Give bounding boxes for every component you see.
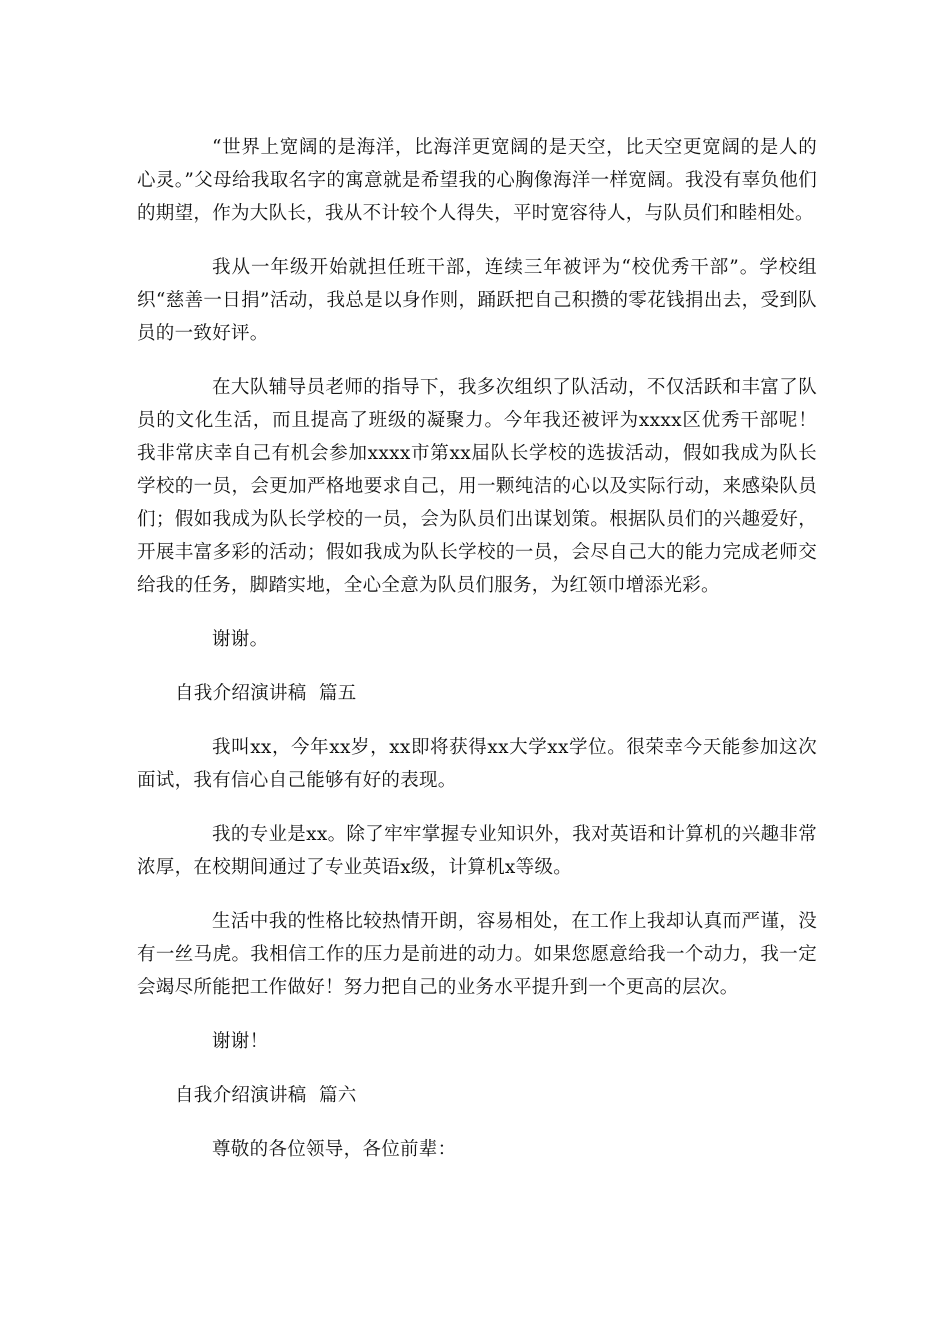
closing-thanks: 谢谢。 — [212, 629, 269, 650]
closing-thanks-exclaim: 谢谢！ — [212, 1031, 269, 1052]
salutation: 尊敬的各位领导，各位前辈： — [212, 1139, 457, 1160]
section-heading-part-six: 自我介绍演讲稿 篇六 — [175, 1085, 357, 1106]
paragraph-self-intro: 我叫xx，今年xx岁，xx即将获得xx大学xx学位。很荣幸今天能参加这次面试，我有信心自己能够有好的表现。 — [137, 737, 817, 791]
paragraph-class-cadre: 我从一年级开始就担任班干部，连续三年被评为“校优秀干部”。学校组织“慈善一日捐”活动，我总是以身作则，踊跃把自己积攒的零花钱捐出去，受到队员的一致好评。 — [137, 257, 817, 344]
paragraph-major: 我的专业是xx。除了牢牢掌握专业知识外，我对英语和计算机的兴趣非常浓厚，在校期间通过了专业英语x级，计算机x等级。 — [137, 824, 817, 878]
paragraph-personality: 生活中我的性格比较热情开朗，容易相处，在工作上我却认真而严谨，没有一丝马虎。我相信工作的压力是前进的动力。如果您愿意给我一个动力，我一定会竭尽所能把工作做好！努力把自己的业务水平提升到一个更高的层次。 — [137, 911, 817, 998]
document-body — [137, 131, 817, 1187]
section-heading-part-five: 自我介绍演讲稿 篇五 — [175, 683, 357, 704]
paragraph-open-heart: “世界上宽阔的是海洋，比海洋更宽阔的是天空，比天空更宽阔的是人的心灵。”父母给我取名字的寓意就是希望我的心胸像海洋一样宽阔。我没有辜负他们的期望，作为大队长，我从不计较个人得失，平时宽容待人，与队员们和睦相处。 — [137, 137, 817, 224]
paragraph-team-activities: 在大队辅导员老师的指导下，我多次组织了队活动，不仅活跃和丰富了队员的文化生活，而且提高了班级的凝聚力。今年我还被评为xxxx区优秀干部呢！我非常庆幸自己有机会参加xxxx市第xx届队长学校的选拔活动，假如我成为队长学校的一员，会更加严格地要求自己，用一颗纯洁的心以及实际行动，来感染队员们；假如我成为队长学校的一员，会为队员们出谋划策。根据队员们的兴趣爱好，开展丰富多彩的活动；假如我成为队长学校的一员，会尽自己大的能力完成老师交给我的任务，脚踏实地，全心全意为队员们服务，为红领巾增添光彩。 — [137, 377, 817, 596]
